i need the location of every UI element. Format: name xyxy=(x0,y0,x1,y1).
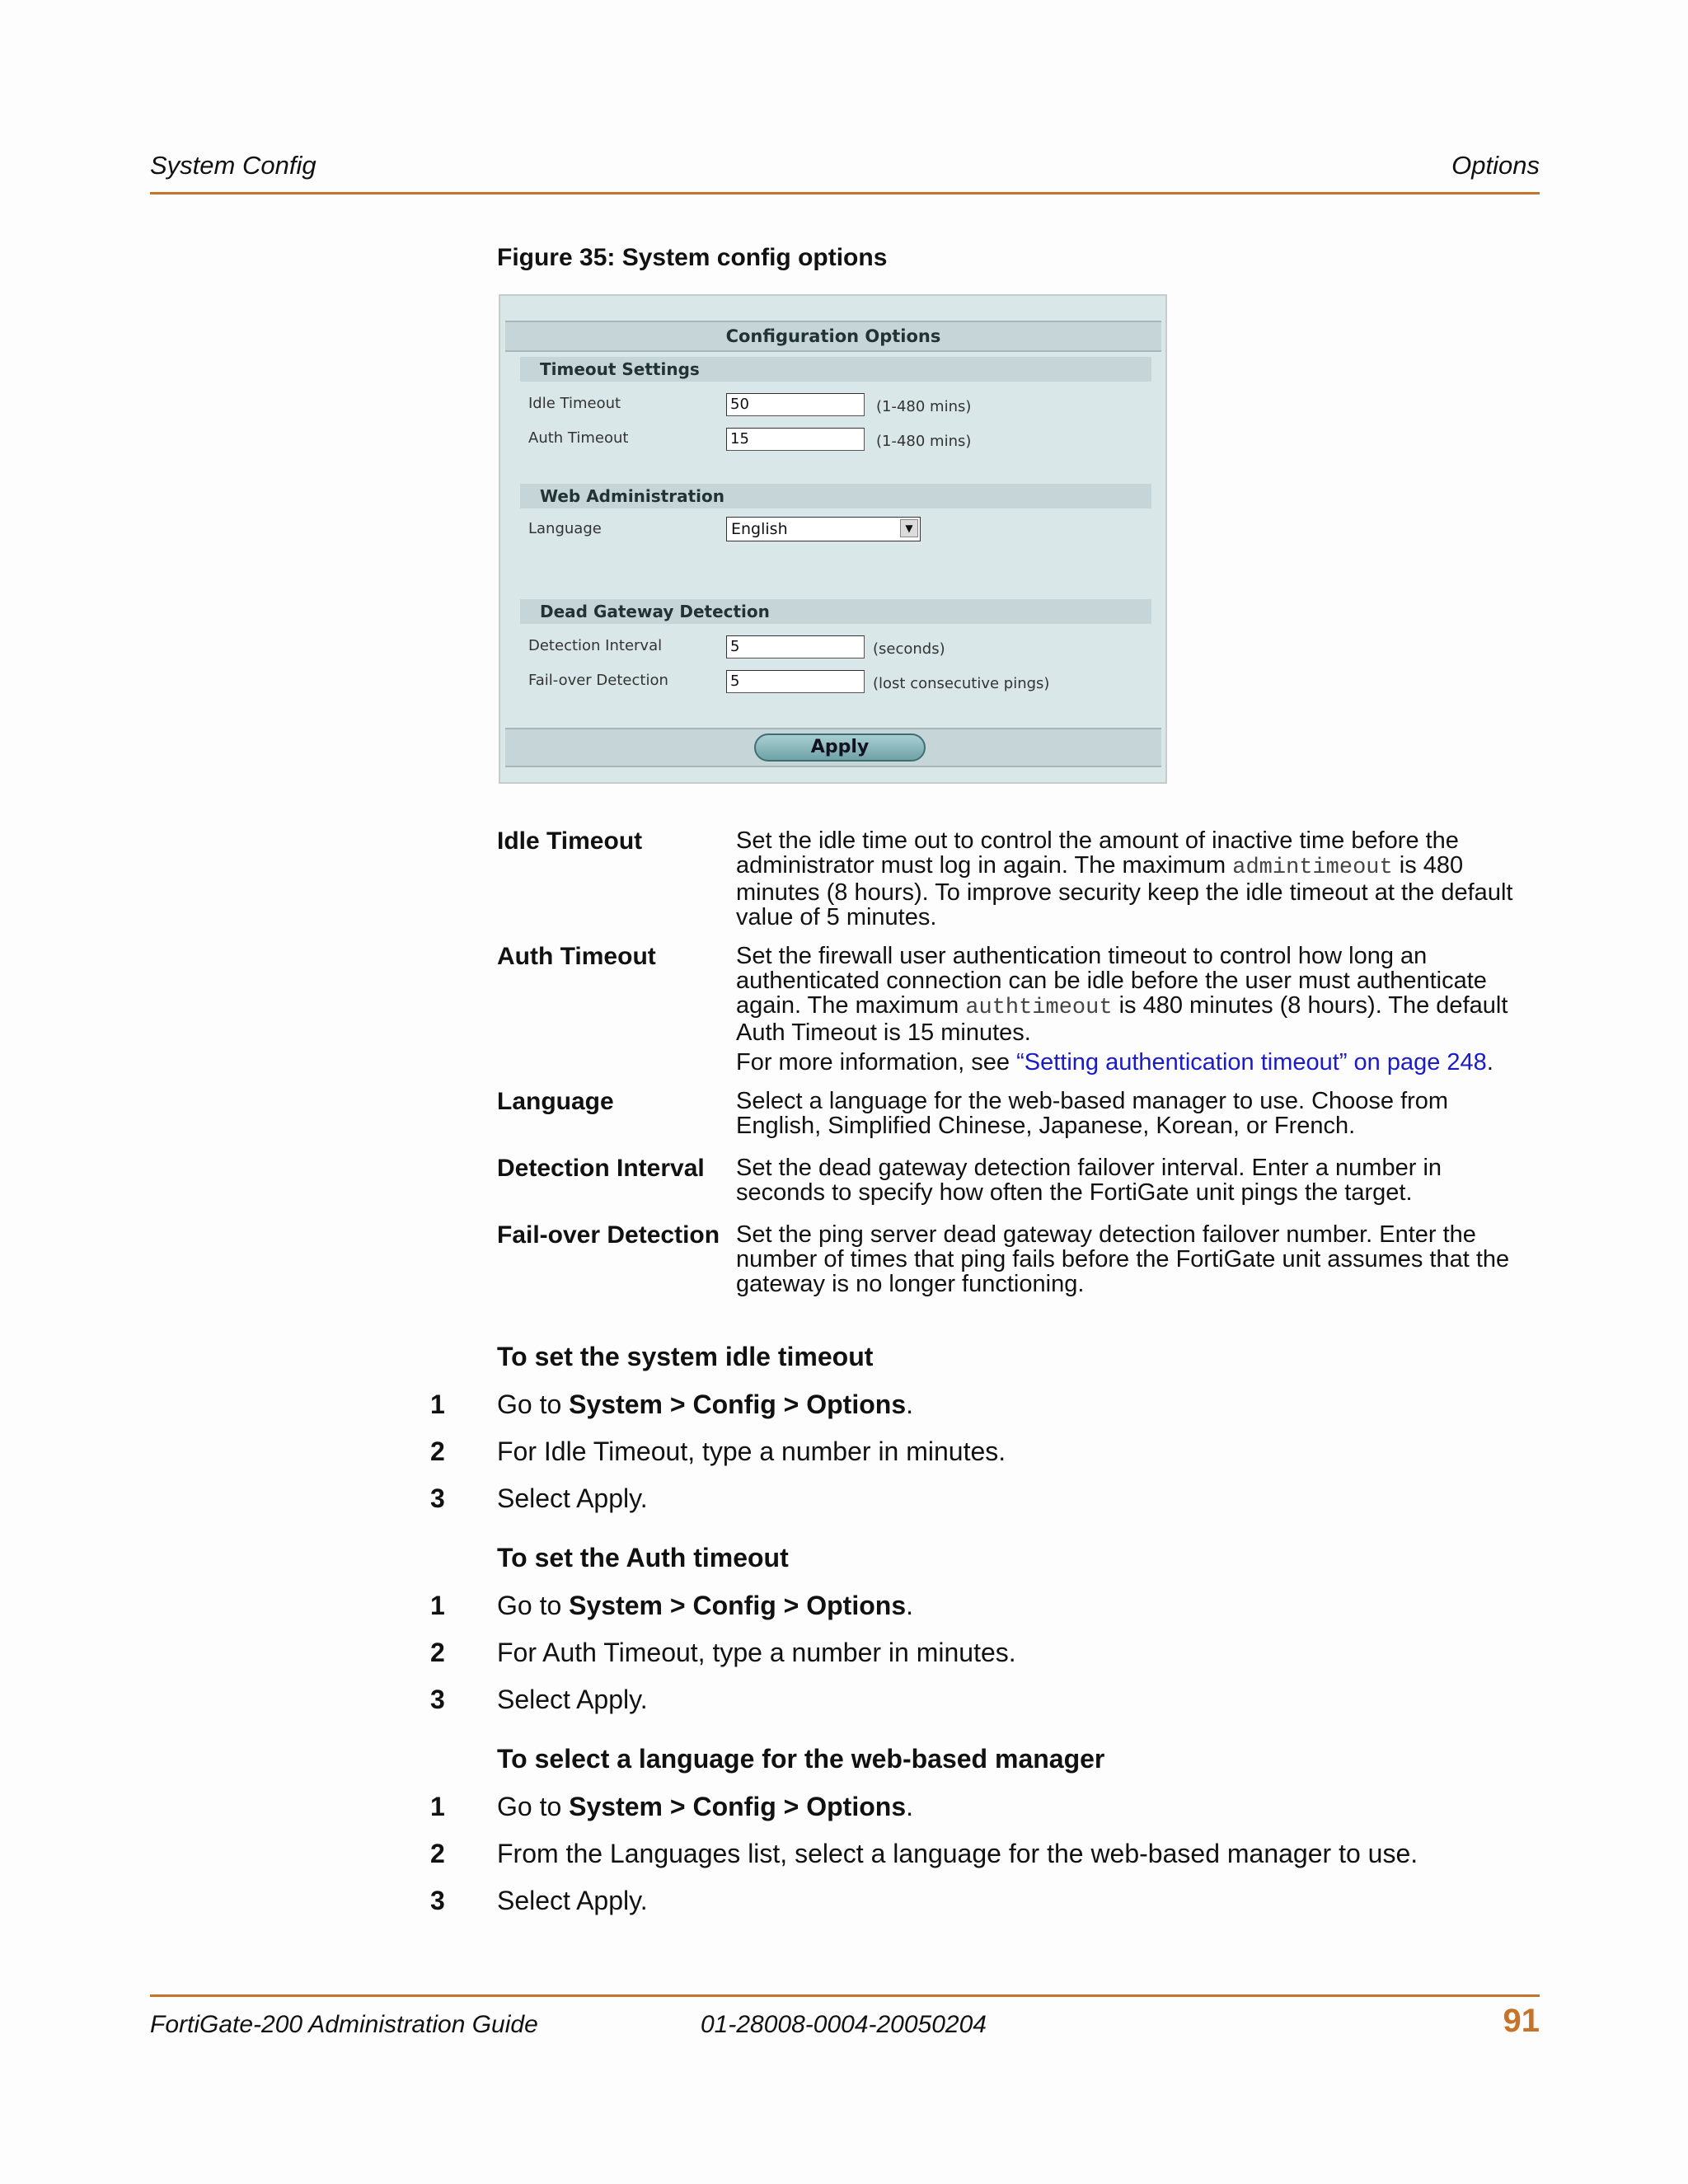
language-select[interactable] xyxy=(726,517,921,541)
step-text: Select Apply. xyxy=(497,1886,648,1915)
definition-term-failover-detection: Fail-over Detection xyxy=(497,1221,720,1249)
definition-desc-idle-timeout xyxy=(736,828,1527,930)
panel-title: Configuration Options xyxy=(505,321,1161,352)
step-number: 2 xyxy=(430,1638,445,1667)
step-number: 1 xyxy=(430,1591,445,1620)
step-text: For Idle Timeout, type a number in minutes. xyxy=(497,1436,1006,1466)
definition-term-auth-timeout: Auth Timeout xyxy=(497,943,656,970)
definition-desc-language: Select a language for the web-based manager to use. Choose from English, Simplified Chinese, Japanese, Korean, or French. xyxy=(736,1088,1449,1139)
detection-interval-input[interactable]: 5 xyxy=(726,635,865,658)
failover-detection-label: Fail-over Detection xyxy=(528,672,668,689)
auth-timeout-input[interactable]: 15 xyxy=(726,428,865,451)
step-text: For Auth Timeout, type a number in minutes. xyxy=(497,1638,1016,1667)
step-text: Go to System > Config > Options. xyxy=(497,1591,913,1620)
step-number: 3 xyxy=(430,1886,445,1915)
definition-desc-detection-interval: Set the dead gateway detection failover interval. Enter a number in seconds to specify how often the FortiGate unit pings the target. xyxy=(736,1155,1442,1206)
apply-button[interactable]: Apply xyxy=(754,733,926,762)
page-number: 91 xyxy=(1503,2003,1540,2039)
definition-term-language: Language xyxy=(497,1088,614,1115)
definition-text: Set the firewall user authentication timeout to control how long an authenticated connection can be idle before the user must authenticate again. The maximum xyxy=(736,943,1487,1019)
definition-text: Set the idle time out to control the amount of inactive time before the administrator must log in again. The maximum xyxy=(736,827,1459,879)
more-info-prefix: For more information, see xyxy=(736,1049,1017,1076)
step-text: Select Apply. xyxy=(497,1685,648,1714)
definition-term-detection-interval: Detection Interval xyxy=(497,1155,705,1182)
definition-term-idle-timeout: Idle Timeout xyxy=(497,827,643,855)
step-number: 1 xyxy=(430,1792,445,1821)
step-number: 1 xyxy=(430,1390,445,1419)
definition-desc-auth-timeout xyxy=(736,944,1527,1075)
web-administration-header: Web Administration xyxy=(520,484,1151,509)
step-text: Go to System > Config > Options. xyxy=(497,1792,913,1821)
step-number: 2 xyxy=(430,1436,445,1466)
procedure-title-language: To select a language for the web-based manager xyxy=(497,1744,1105,1774)
failover-detection-hint: (lost consecutive pings) xyxy=(873,675,1050,692)
language-label: Language xyxy=(528,520,602,537)
language-select-value: English xyxy=(731,520,788,538)
detection-interval-label: Detection Interval xyxy=(528,637,663,654)
footer-guide-title: FortiGate-200 Administration Guide xyxy=(150,2011,538,2038)
code-authtimeout: authtimeout xyxy=(965,996,1113,1020)
chevron-down-icon[interactable]: ▼ xyxy=(900,519,918,537)
step-text: Select Apply. xyxy=(497,1483,648,1513)
detection-interval-hint: (seconds) xyxy=(873,640,945,658)
definition-text: is 480 minutes (8 hours). The default Auth Timeout is 15 minutes. xyxy=(736,992,1508,1046)
step-text: From the Languages list, select a language for the web-based manager to use. xyxy=(497,1839,1418,1868)
procedure-title-auth-timeout: To set the Auth timeout xyxy=(497,1543,789,1572)
footer-document-number: 01-28008-0004-20050204 xyxy=(701,2011,987,2038)
step-number: 3 xyxy=(430,1483,445,1513)
auth-timeout-reference-link[interactable]: “Setting authentication timeout” on page 248 xyxy=(1016,1049,1487,1076)
configuration-options-panel xyxy=(499,294,1167,784)
more-info-suffix: . xyxy=(1486,1049,1493,1076)
footer-rule xyxy=(150,1994,1540,1997)
idle-timeout-label: Idle Timeout xyxy=(528,395,621,412)
header-topic-title: Options xyxy=(1451,151,1540,180)
definition-text: is 480 minutes (8 hours). To improve security keep the idle timeout at the default value of 5 minutes. xyxy=(736,852,1513,930)
header-rule xyxy=(150,192,1540,194)
idle-timeout-hint: (1-480 mins) xyxy=(876,398,972,415)
idle-timeout-input[interactable]: 50 xyxy=(726,393,865,416)
header-section-title: System Config xyxy=(150,151,316,180)
code-admintimeout: admintimeout xyxy=(1232,855,1393,880)
auth-timeout-hint: (1-480 mins) xyxy=(876,433,972,450)
step-text: Go to System > Config > Options. xyxy=(497,1390,913,1419)
definition-desc-failover-detection: Set the ping server dead gateway detection failover number. Enter the number of times that ping fails before the FortiGate unit assumes that the gateway is no longer functioning. xyxy=(736,1221,1510,1297)
procedure-title-idle-timeout: To set the system idle timeout xyxy=(497,1342,874,1371)
step-number: 2 xyxy=(430,1839,445,1868)
step-number: 3 xyxy=(430,1685,445,1714)
auth-timeout-label: Auth Timeout xyxy=(528,429,629,447)
apply-bar xyxy=(505,728,1161,767)
timeout-settings-header: Timeout Settings xyxy=(520,357,1151,382)
dead-gateway-detection-header: Dead Gateway Detection xyxy=(520,599,1151,624)
figure-caption: Figure 35: System config options xyxy=(497,244,888,271)
failover-detection-input[interactable]: 5 xyxy=(726,670,865,693)
